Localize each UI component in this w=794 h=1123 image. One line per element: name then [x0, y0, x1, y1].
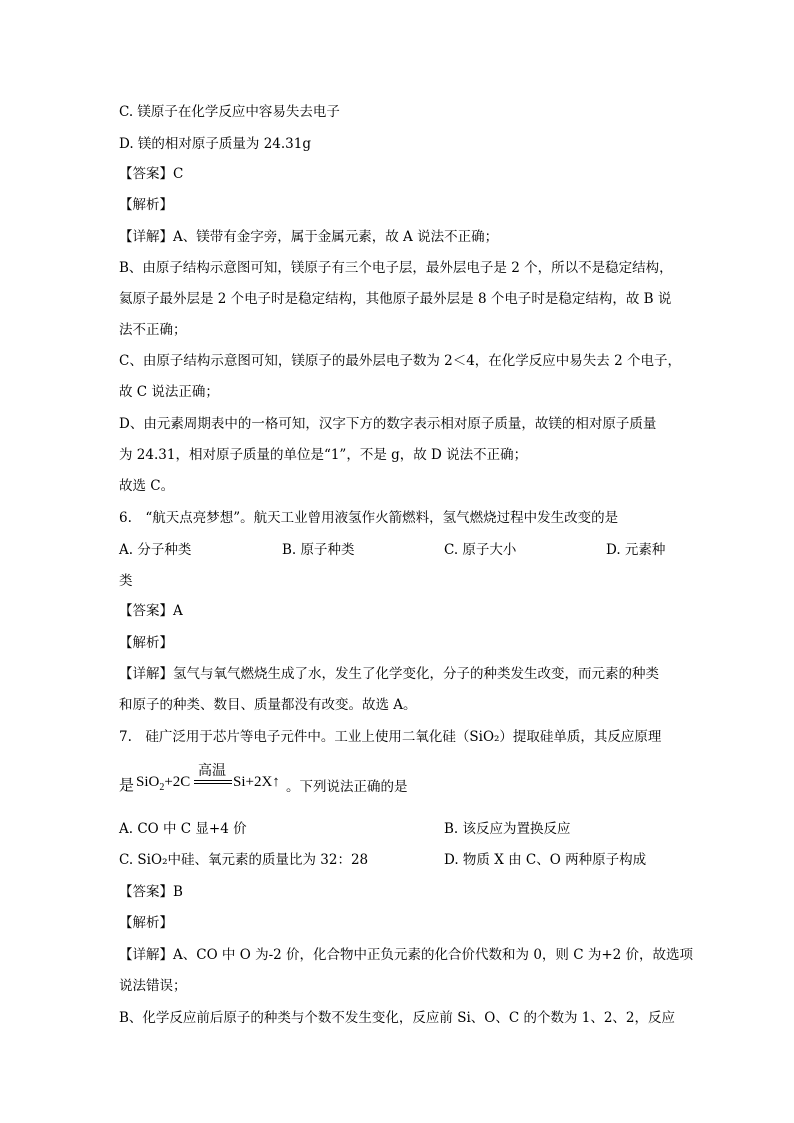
equation-reactants [136, 774, 190, 793]
detail-tag: 【详解】 [119, 947, 173, 963]
answer-tag: 【答案】 [119, 166, 173, 182]
paragraph-line: 法不正确； [119, 322, 187, 338]
answer-tag: 【答案】 [119, 603, 173, 619]
reactant-sio: SiO [136, 774, 160, 790]
detail-text: A、镁带有金字旁，属于金属元素，故 A 说法不正确； [173, 229, 499, 245]
answer-line [119, 164, 183, 184]
q7-option-a: A. CO 中 C 显+4 价 [119, 821, 247, 837]
analysis-tag: 【解析】 [119, 635, 173, 651]
paragraph-line: 故 C 说法正确； [119, 384, 219, 400]
q6-option-d: D. 元素种 [606, 542, 666, 558]
equation-products: Si+2X↑ [233, 774, 280, 790]
analysis-tag: 【解析】 [119, 915, 173, 931]
answer-value: B [173, 884, 183, 900]
option-d-text: D. 镁的相对原子质量为 24.31g [119, 136, 312, 152]
answer-value: C [173, 166, 184, 182]
option-c-text: C. 镁原子在化学反应中容易失去电子 [119, 104, 340, 120]
detail-line [119, 945, 693, 965]
reaction-condition: 高温 [198, 763, 226, 779]
answer-line [119, 882, 183, 902]
paragraph-line: 为 24.31，相对原子质量的单位是“1”，不是 g，故 D 说法不正确； [119, 447, 528, 463]
paragraph-line: 氦原子最外层是 2 个电子时是稳定结构，其他原子最外层是 8 个电子时是稳定结构，故 B 说 [119, 291, 672, 307]
detail-text: 氢气与氧气燃烧生成了水，发生了化学变化，分子的种类发生改变，而元素的种类 [173, 666, 659, 682]
reactant-subscript: 2 [159, 782, 165, 793]
paragraph-line: 和原子的种类、数目、质量都没有改变。故选 A。 [119, 697, 417, 713]
answer-tag: 【答案】 [119, 884, 173, 900]
answer-value: A [173, 603, 183, 619]
detail-text: A、CO 中 O 为-2 价，化合物中正负元素的化合价代数和为 0，则 C 为+2 价，故选项 [173, 947, 694, 963]
reactant-carbon: +2C [164, 774, 191, 790]
q6-option-d-wrap: 类 [119, 573, 133, 589]
q7-option-b: B. 该反应为置换反应 [444, 821, 571, 837]
paragraph-line: B、化学反应前后原子的种类与个数不发生变化，反应前 Si、O、C 的个数为 1、2、2，反应 [119, 1010, 676, 1026]
analysis-tag: 【解析】 [119, 197, 173, 213]
equation-bar-bottom [194, 783, 232, 784]
question-7: 7. 硅广泛用于芯片等电子元件中。工业上使用二氧化硅（SiO₂）提取硅单质，其反应原理 [119, 729, 662, 745]
answer-line [119, 601, 183, 621]
paragraph-line: 故选 C。 [119, 478, 175, 494]
q6-option-b: B. 原子种类 [282, 542, 355, 558]
q7-option-d: D. 物质 X 由 C、O 两种原子构成 [444, 852, 647, 868]
detail-tag: 【详解】 [119, 666, 173, 682]
paragraph-line: 说法错误； [119, 978, 187, 994]
paragraph-line: B、由原子结构示意图可知，镁原子有三个电子层，最外层电子是 2 个，所以不是稳定结构， [119, 260, 673, 276]
equation-bar-top [194, 780, 232, 781]
detail-tag: 【详解】 [119, 229, 173, 245]
paragraph-line: C、由原子结构示意图可知，镁原子的最外层电子数为 2＜4，在化学反应中易失去 2 个电子， [119, 353, 681, 369]
q7-option-c: C. SiO₂中硅、氧元素的质量比为 32：28 [119, 852, 369, 868]
q6-option-a: A. 分子种类 [119, 542, 192, 558]
paragraph-line: D、由元素周期表中的一格可知，汉字下方的数字表示相对原子质量，故镁的相对原子质量 [119, 416, 657, 432]
detail-line [119, 227, 498, 247]
question-6: 6. “航天点亮梦想”。航天工业曾用液氢作火箭燃料，氢气燃烧过程中发生改变的是 [119, 510, 619, 526]
equation-prefix: 是 [119, 778, 135, 794]
detail-line [119, 664, 659, 684]
q6-option-c: C. 原子大小 [444, 542, 517, 558]
equation-suffix: 。下列说法正确的是 [286, 779, 408, 795]
